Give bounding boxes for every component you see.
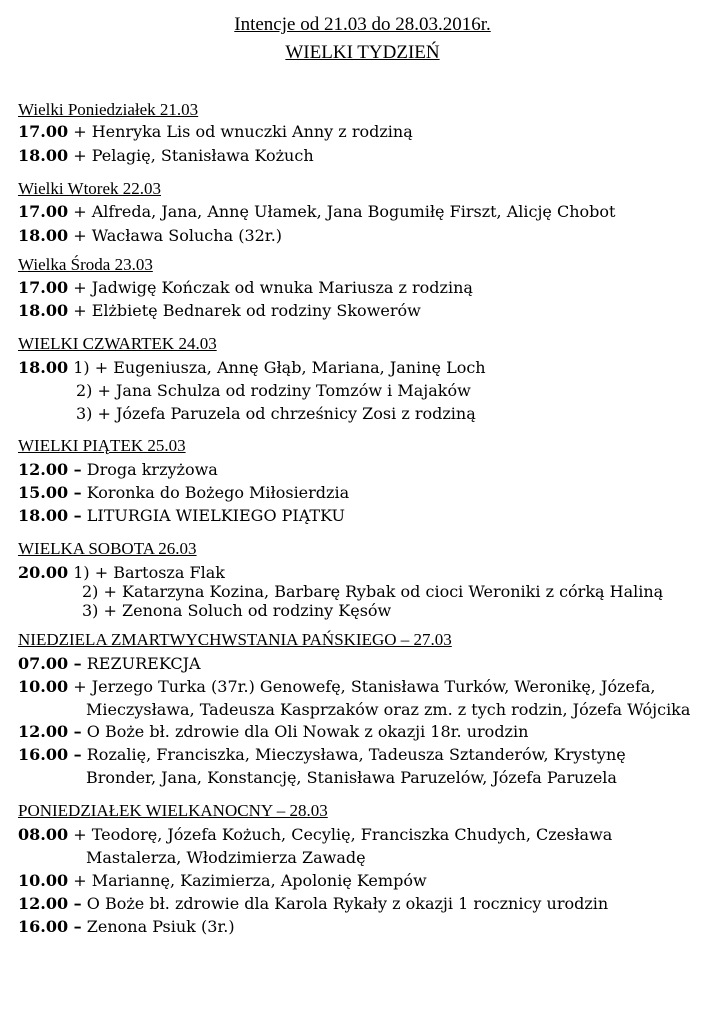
intention-line: [18, 677, 656, 697]
section-header: PONIEDZIAŁEK WIELKANOCNY – 28.03: [18, 801, 328, 820]
mass-time: 10.00: [18, 677, 69, 696]
mass-time: 18.00: [18, 226, 69, 245]
intention-text: + Mariannę, Kazimierza, Apolonię Kempów: [68, 871, 427, 890]
intention-line: [18, 278, 473, 298]
intention-line: [18, 563, 225, 583]
mass-time: 15.00 –: [18, 483, 82, 502]
intention-line: [18, 825, 612, 845]
mass-time: 18.00: [18, 358, 69, 377]
mass-time: 20.00: [18, 563, 69, 582]
intention-line: [18, 483, 349, 503]
intention-text: Zenona Psiuk (3r.): [81, 917, 235, 936]
mass-time: 17.00: [18, 278, 69, 297]
section-header: Wielki Wtorek 22.03: [18, 179, 161, 198]
document-title: Intencje od 21.03 do 28.03.2016r.: [234, 14, 491, 35]
intention-text: 2) + Jana Schulza od rodziny Tomzów i Majaków: [76, 381, 471, 400]
mass-time: 12.00 –: [18, 722, 82, 741]
intention-text: + Teodorę, Józefa Kożuch, Cecylię, Franciszka Chudych, Czesława: [68, 825, 613, 844]
mass-time: 17.00: [18, 122, 69, 141]
mass-time: 16.00 –: [18, 917, 82, 936]
intention-line: [18, 722, 528, 742]
section-header: WIELKA SOBOTA 26.03: [18, 539, 197, 558]
intention-text: + Alfreda, Jana, Annę Ułamek, Jana Bogumiłę Firszt, Alicję Chobot: [68, 202, 616, 221]
intention-text: O Boże bł. zdrowie dla Karola Rykały z okazji 1 rocznicy urodzin: [81, 894, 609, 913]
intention-line: [18, 894, 608, 914]
intention-text: O Boże bł. zdrowie dla Oli Nowak z okazji 18r. urodzin: [81, 722, 529, 741]
intention-text: + Henryka Lis od wnuczki Anny z rodziną: [68, 122, 413, 141]
intention-text: Mastalerza, Włodzimierza Zawadę: [86, 848, 366, 867]
intention-text: Mieczysława, Tadeusza Kasprzaków oraz zm. z tych rodzin, Józefa Wójcika: [86, 700, 691, 719]
mass-time: 18.00: [18, 301, 69, 320]
intention-line: [18, 301, 421, 321]
intention-line: [86, 768, 617, 788]
intention-text: 1) + Eugeniusza, Annę Głąb, Mariana, Janinę Loch: [68, 358, 486, 377]
section-header: WIELKI CZWARTEK 24.03: [18, 334, 217, 353]
intention-text: Droga krzyżowa: [81, 460, 218, 479]
intention-text: + Jadwigę Kończak od wnuka Mariusza z rodziną: [68, 278, 473, 297]
intention-line: [86, 848, 366, 868]
intention-line: [18, 202, 615, 222]
intention-line: [18, 226, 282, 246]
mass-time: 17.00: [18, 202, 69, 221]
mass-time: 07.00 –: [18, 654, 82, 673]
mass-time: 18.00: [18, 146, 69, 165]
intention-text: 1) + Bartosza Flak: [68, 563, 225, 582]
mass-time: 12.00 –: [18, 460, 82, 479]
section-header: Wielka Środa 23.03: [18, 255, 153, 274]
intention-line: [18, 122, 413, 142]
intention-line: [76, 404, 476, 424]
document-subtitle: WIELKI TYDZIEŃ: [285, 42, 440, 63]
intention-text: 3) + Zenona Soluch od rodziny Kęsów: [82, 601, 392, 620]
section-header: WIELKI PIĄTEK 25.03: [18, 436, 186, 455]
intention-text: + Elżbietę Bednarek od rodziny Skowerów: [68, 301, 421, 320]
intention-text: 2) + Katarzyna Kozina, Barbarę Rybak od cioci Weroniki z córką Haliną: [82, 582, 664, 601]
mass-time: 18.00 –: [18, 506, 82, 525]
section-header: Wielki Poniedziałek 21.03: [18, 100, 199, 119]
intention-text: LITURGIA WIELKIEGO PIĄTKU: [81, 506, 345, 525]
intention-line: [18, 871, 427, 891]
intention-text: Koronka do Bożego Miłosierdzia: [81, 483, 350, 502]
intention-line: [82, 582, 663, 602]
intention-text: REZUREKCJA: [81, 654, 201, 673]
intention-text: + Jerzego Turka (37r.) Genowefę, Stanisława Turków, Weronikę, Józefa,: [68, 677, 656, 696]
intention-line: [18, 745, 626, 765]
intention-line: [76, 381, 471, 401]
intention-line: [82, 601, 391, 621]
intention-line: [18, 460, 218, 480]
intention-line: [18, 917, 235, 937]
intention-text: + Pelagię, Stanisława Kożuch: [68, 146, 314, 165]
intention-text: + Wacława Solucha (32r.): [68, 226, 283, 245]
section-header: NIEDZIELA ZMARTWYCHWSTANIA PAŃSKIEGO – 27.03: [18, 630, 452, 649]
mass-time: 08.00: [18, 825, 69, 844]
mass-time: 10.00: [18, 871, 69, 890]
intention-line: [18, 506, 345, 526]
intention-line: [18, 358, 486, 378]
intention-text: Bronder, Jana, Konstancję, Stanisława Paruzelów, Józefa Paruzela: [86, 768, 617, 787]
mass-time: 16.00 –: [18, 745, 82, 764]
intention-text: Rozalię, Franciszka, Mieczysława, Tadeusza Sztanderów, Krystynę: [81, 745, 626, 764]
intention-line: [86, 700, 690, 720]
intention-line: [18, 146, 314, 166]
intention-line: [18, 654, 201, 674]
mass-time: 12.00 –: [18, 894, 82, 913]
intention-text: 3) + Józefa Paruzela od chrześnicy Zosi z rodziną: [76, 404, 476, 423]
